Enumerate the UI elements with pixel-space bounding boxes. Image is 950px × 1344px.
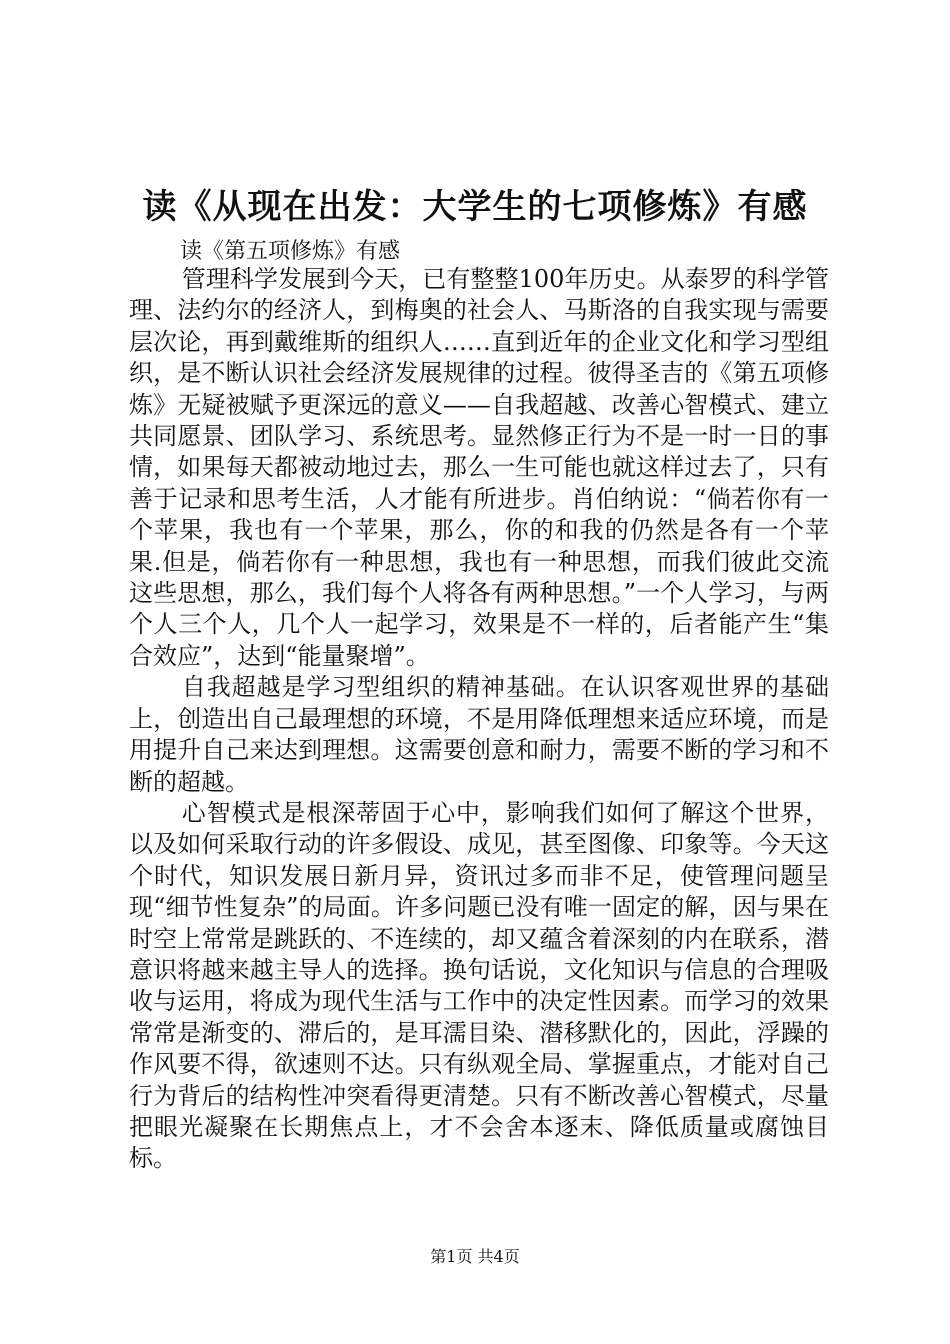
document-title: 读《从现在出发：大学生的七项修炼》有感 <box>142 187 808 227</box>
document-body <box>129 264 829 1175</box>
document-subtitle: 读《第五项修炼》有感 <box>180 239 401 264</box>
paragraph-1: 管理科学发展到今天，已有整整100年历史。从泰罗的科学管理、法约尔的经济人，到梅奥的社会人、马斯洛的自我实现与需要层次论，再到戴维斯的组织人……直到近年的企业文化和学习型组织，是不断认识社会经济发展规律的过程。彼得圣吉的《第五项修炼》无疑被赋予更深远的意义——自我超越、改善心智模式、建立共同愿景、团队学习、系统思考。显然修正行为不是一时一日的事情，如果每天都被动地过去，那么一生可能也就这样过去了，只有善于记录和思考生活，人才能有所进步。肖伯纳说：“倘若你有一个苹果，我也有一个苹果，那么，你的和我的仍然是各有一个苹果.但是，倘若你有一种思想，我也有一种思想，而我们彼此交流这些思想，那么，我们每个人将各有两种思想。”一个人学习，与两个人三个人，几个人一起学习，效果是不一样的，后者能产生“集合效应”，达到“能量聚增”。 <box>129 265 829 670</box>
page-number-footer: 第1页 共4页 <box>430 1247 520 1266</box>
paragraph-3: 心智模式是根深蒂固于心中，影响我们如何了解这个世界，以及如何采取行动的许多假设、成见，甚至图像、印象等。今天这个时代，知识发展日新月异，资讯过多而非不足，使管理问题呈现“细节性复杂”的局面。许多问题已没有唯一固定的解，因与果在时空上常常是跳跃的、不连续的，却又蕴含着深刻的内在联系，潜意识将越来越主导人的选择。换句话说，文化知识与信息的合理吸收与运用，将成为现代生活与工作中的决定性因素。而学习的效果常常是渐变的、滞后的，是耳濡目染、潜移默化的，因此，浮躁的作风要不得，欲速则不达。只有纵观全局、掌握重点，才能对自己行为背后的结构性冲突看得更清楚。只有不断改善心智模式，尽量把眼光凝聚在长期焦点上，才不会舍本逐末、降低质量或腐蚀目标。 <box>129 798 829 1173</box>
paragraph-2: 自我超越是学习型组织的精神基础。在认识客观世界的基础上，创造出自己最理想的环境，不是用降低理想来适应环境，而是用提升自己来达到理想。这需要创意和耐力，需要不断的学习和不断的超越。 <box>129 673 829 796</box>
